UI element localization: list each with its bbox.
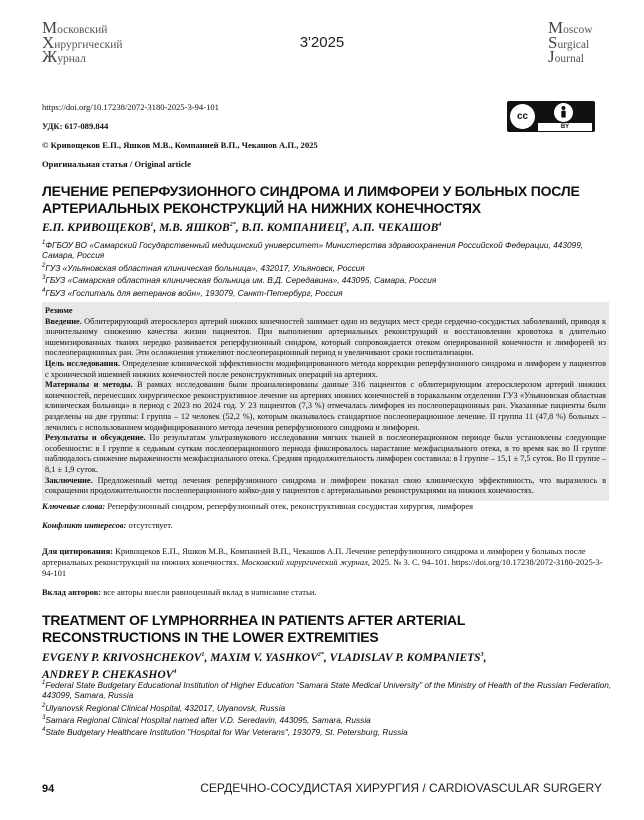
affiliation: $^3$Samara Regional Clinical Hospital named after V.D. Seredavin, 443095, Samara, Russia [42, 714, 371, 725]
affiliation: $^4$State Budgetary Healthcare Institution "Hospital for War Veterans", 193079, St. Petersburg, Russia [42, 726, 408, 737]
by-label: BY [538, 123, 592, 131]
abstract-heading: Резюме [45, 306, 73, 315]
affiliations-en [42, 678, 612, 737]
author-name: М.В. ЯШКОВ [159, 222, 230, 234]
journal-logo-en: Moscow Surgical Journal [548, 18, 593, 66]
logo-line-1: Московский [42, 18, 108, 37]
issue-number: 3'2025 [299, 34, 345, 51]
affiliation: $^4$ГБУЗ «Госпиталь для ветеранов войн», 193079, Санкт-Петербург, Россия [42, 287, 343, 298]
abstract-section: Цель исследования. Определение клинической эффективности модифицированного метода коррекции реперфузионного синдрома и лимфореи у пациентов с хронической ишемией нижних конечностей после реконструктивных операций на артериях. [45, 358, 606, 379]
affiliation: $^2$ГУЗ «Ульяновская областная клиническая больница», 432017, Ульяновск, Россия [42, 262, 365, 273]
cc-icon: cc [510, 104, 535, 129]
doi-link[interactable]: https://doi.org/10.17238/2072-3180-2025-3-94-101 [42, 102, 219, 112]
authors-en: EVGENY P. KRIVOSHCHEKOV$^1$, MAXIM V. $YASHKOV^{2*}$, VLADISLAV P. KOMPANIETS$^3$, ANDREY P. CHEKASHOV$^4$ [42, 651, 487, 681]
citation: Для цитирования: Кривощеков Е.П., Яшков М.В., Компанией В.П., Чекашов А.П. Лечение реперфузионного синдрома и лимфореи у больных после артериальных реконструкций на нижних конечностях. Московский хирургический журнал, 2025. № 3. С. 94–101. https://doi.org/10.17238/2072-3180-2025-3-94-101 [42, 546, 603, 578]
affiliation: $^1$ФГБОУ ВО «Самарский Государственный медицинский университет» Министерства здравоохранения Российской Федерации, 443099, Самара, Россия [42, 239, 584, 261]
affiliation: $^2$Ulyanovsk Regional Clinical Hospital, 432017, Ulyanovsk, Russia [42, 702, 286, 713]
abstract-box [42, 302, 609, 501]
person-icon [554, 103, 573, 122]
article-type: Оригинальная статья / Original article [42, 159, 191, 169]
conflict-of-interest: Конфликт интересов: отсутствует. [42, 520, 173, 530]
logo-line-3: Журнал [42, 47, 86, 66]
article-title-ru: ЛЕЧЕНИЕ РЕПЕРФУЗИОННОГО СИНДРОМА И ЛИМФОРЕИ У БОЛЬНЫХ ПОСЛЕ АРТЕРИАЛЬНЫХ РЕКОНСТРУКЦИЙ НА НИЖНИХ КОНЕЧНОСТЯХ [42, 183, 580, 216]
keywords: Ключевые слова: Реперфузионный синдром, реперфузионный отек, реконструктивная сосудистая хирургия, лимфорея [42, 501, 474, 511]
author-name: В.П. КОМПАНИЕЦ [241, 222, 344, 234]
article-title-en: TREATMENT OF LYMPHORRHEA IN PATIENTS AFTER ARTERIAL RECONSTRUCTIONS IN THE LOWER EXTREMITIES [42, 612, 466, 645]
affiliation: $^1$Federal State Budgetary Educational Institution of Higher Education “Samara State Medical University” of the Ministry of Health of the Russian Federation, 443099, Samara, Russia [42, 679, 612, 701]
abstract-section: Результаты и обсуждение. По результатам ультразвукового исследования мягких тканей в послеоперационном периоде были установлены следующие особенности: в I группе к седьмым суткам послеоперационного периода фиксировалось нарастание межфасциального отека, в то время как во II группе наблюдалось снижение выраженности межфасциального отека. Средняя продолжительность лимфореи составила: в I группе – 15,1 ± 7,5 суток. Во II группе – 8,1 ± 1,9 суток. [45, 433, 607, 474]
authors-ru: Е.П. КРИВОЩЕКОВ$^1$, М.В. $ЯШКОВ^{2*}$, В.П. КОМПАНИЕЦ$^3$, А.П. ЧЕКАШОВ$^4$ [42, 222, 442, 234]
affiliations-ru [42, 238, 612, 298]
cc-by-license-badge[interactable] [507, 101, 595, 132]
author-contribution: Вклад авторов: все авторы внесли равноценный вклад в написание статьи. [42, 587, 317, 597]
abstract-section: Введение. Облитерирующий атеросклероз артерий нижних конечностей занимает одно из ведущих мест среди сердечно-сосудистых заболеваний, приводя к значительному снижению качества жизни пациентов. При выполнении артериальных реконструкций и восстановлении кровотока в длительно ишемизированных тканях нередко развивается реперфузионный синдром, который сопровождается отеком оперированной конечности и лимфореей из послеоперационных ран. Эти осложнения утяжеляют послеоперационный период и увеличивают сроки госпитализации. [45, 316, 606, 358]
abstract-section: Материалы и методы. В рамках исследования были проанализированы данные 316 пациентов с облитерирующим атеросклерозом артерий нижних конечностей, перенесших хирургическое реконструктивное лечение на артериях нижних конечностей в торакальном отделении ГУЗ «Ульяновская областная клиническая больница» в период с 2023 по 2024 год. У 23 пациентов (7,3 %) отмечалась лимфорея из послеоперационных ран. Указанные пациенты были разделены на две группы: I группа – 12 человек (52,2 %), которым оказывалось стандартное послеоперационное лечение. II группа 11 (47,8 %) больных – лечились с использованием модифицированного метода лечения реперфузионного синдрома и лимфореи. [45, 380, 606, 432]
author-name: А.П. ЧЕКАШОВ [352, 222, 439, 234]
abstract-section: Заключение. Предложенный метод лечения реперфузионного синдрома и лимфореи показал свою клиническую эффективность, что выразилось в сокращении продолжительности послеоперационного койко-дня у пациентов с артериальными реконструкциями на нижних конечностях. [45, 475, 606, 496]
author-name: Е.П. КРИВОЩЕКОВ [42, 222, 151, 234]
logo-line-2: Хирургический [42, 32, 123, 52]
footer-section: СЕРДЕЧНО-СОСУДИСТАЯ ХИРУРГИЯ / CARDIOVASCULAR SURGERY [200, 781, 602, 795]
udk: УДК: 617-089.844 [42, 121, 109, 131]
page-number: 94 [42, 783, 55, 795]
logo-line-1-rest: осковский [57, 24, 108, 36]
affiliation: $^3$ГБУЗ «Самарская областная клиническая больница им. В.Д. Середавина», 443095, Самара, Россия [42, 275, 437, 286]
copyright: © Кривощеков Е.П., Яшков М.В., Компанией В.П., Чекашов А.П., 2025 [42, 140, 318, 150]
